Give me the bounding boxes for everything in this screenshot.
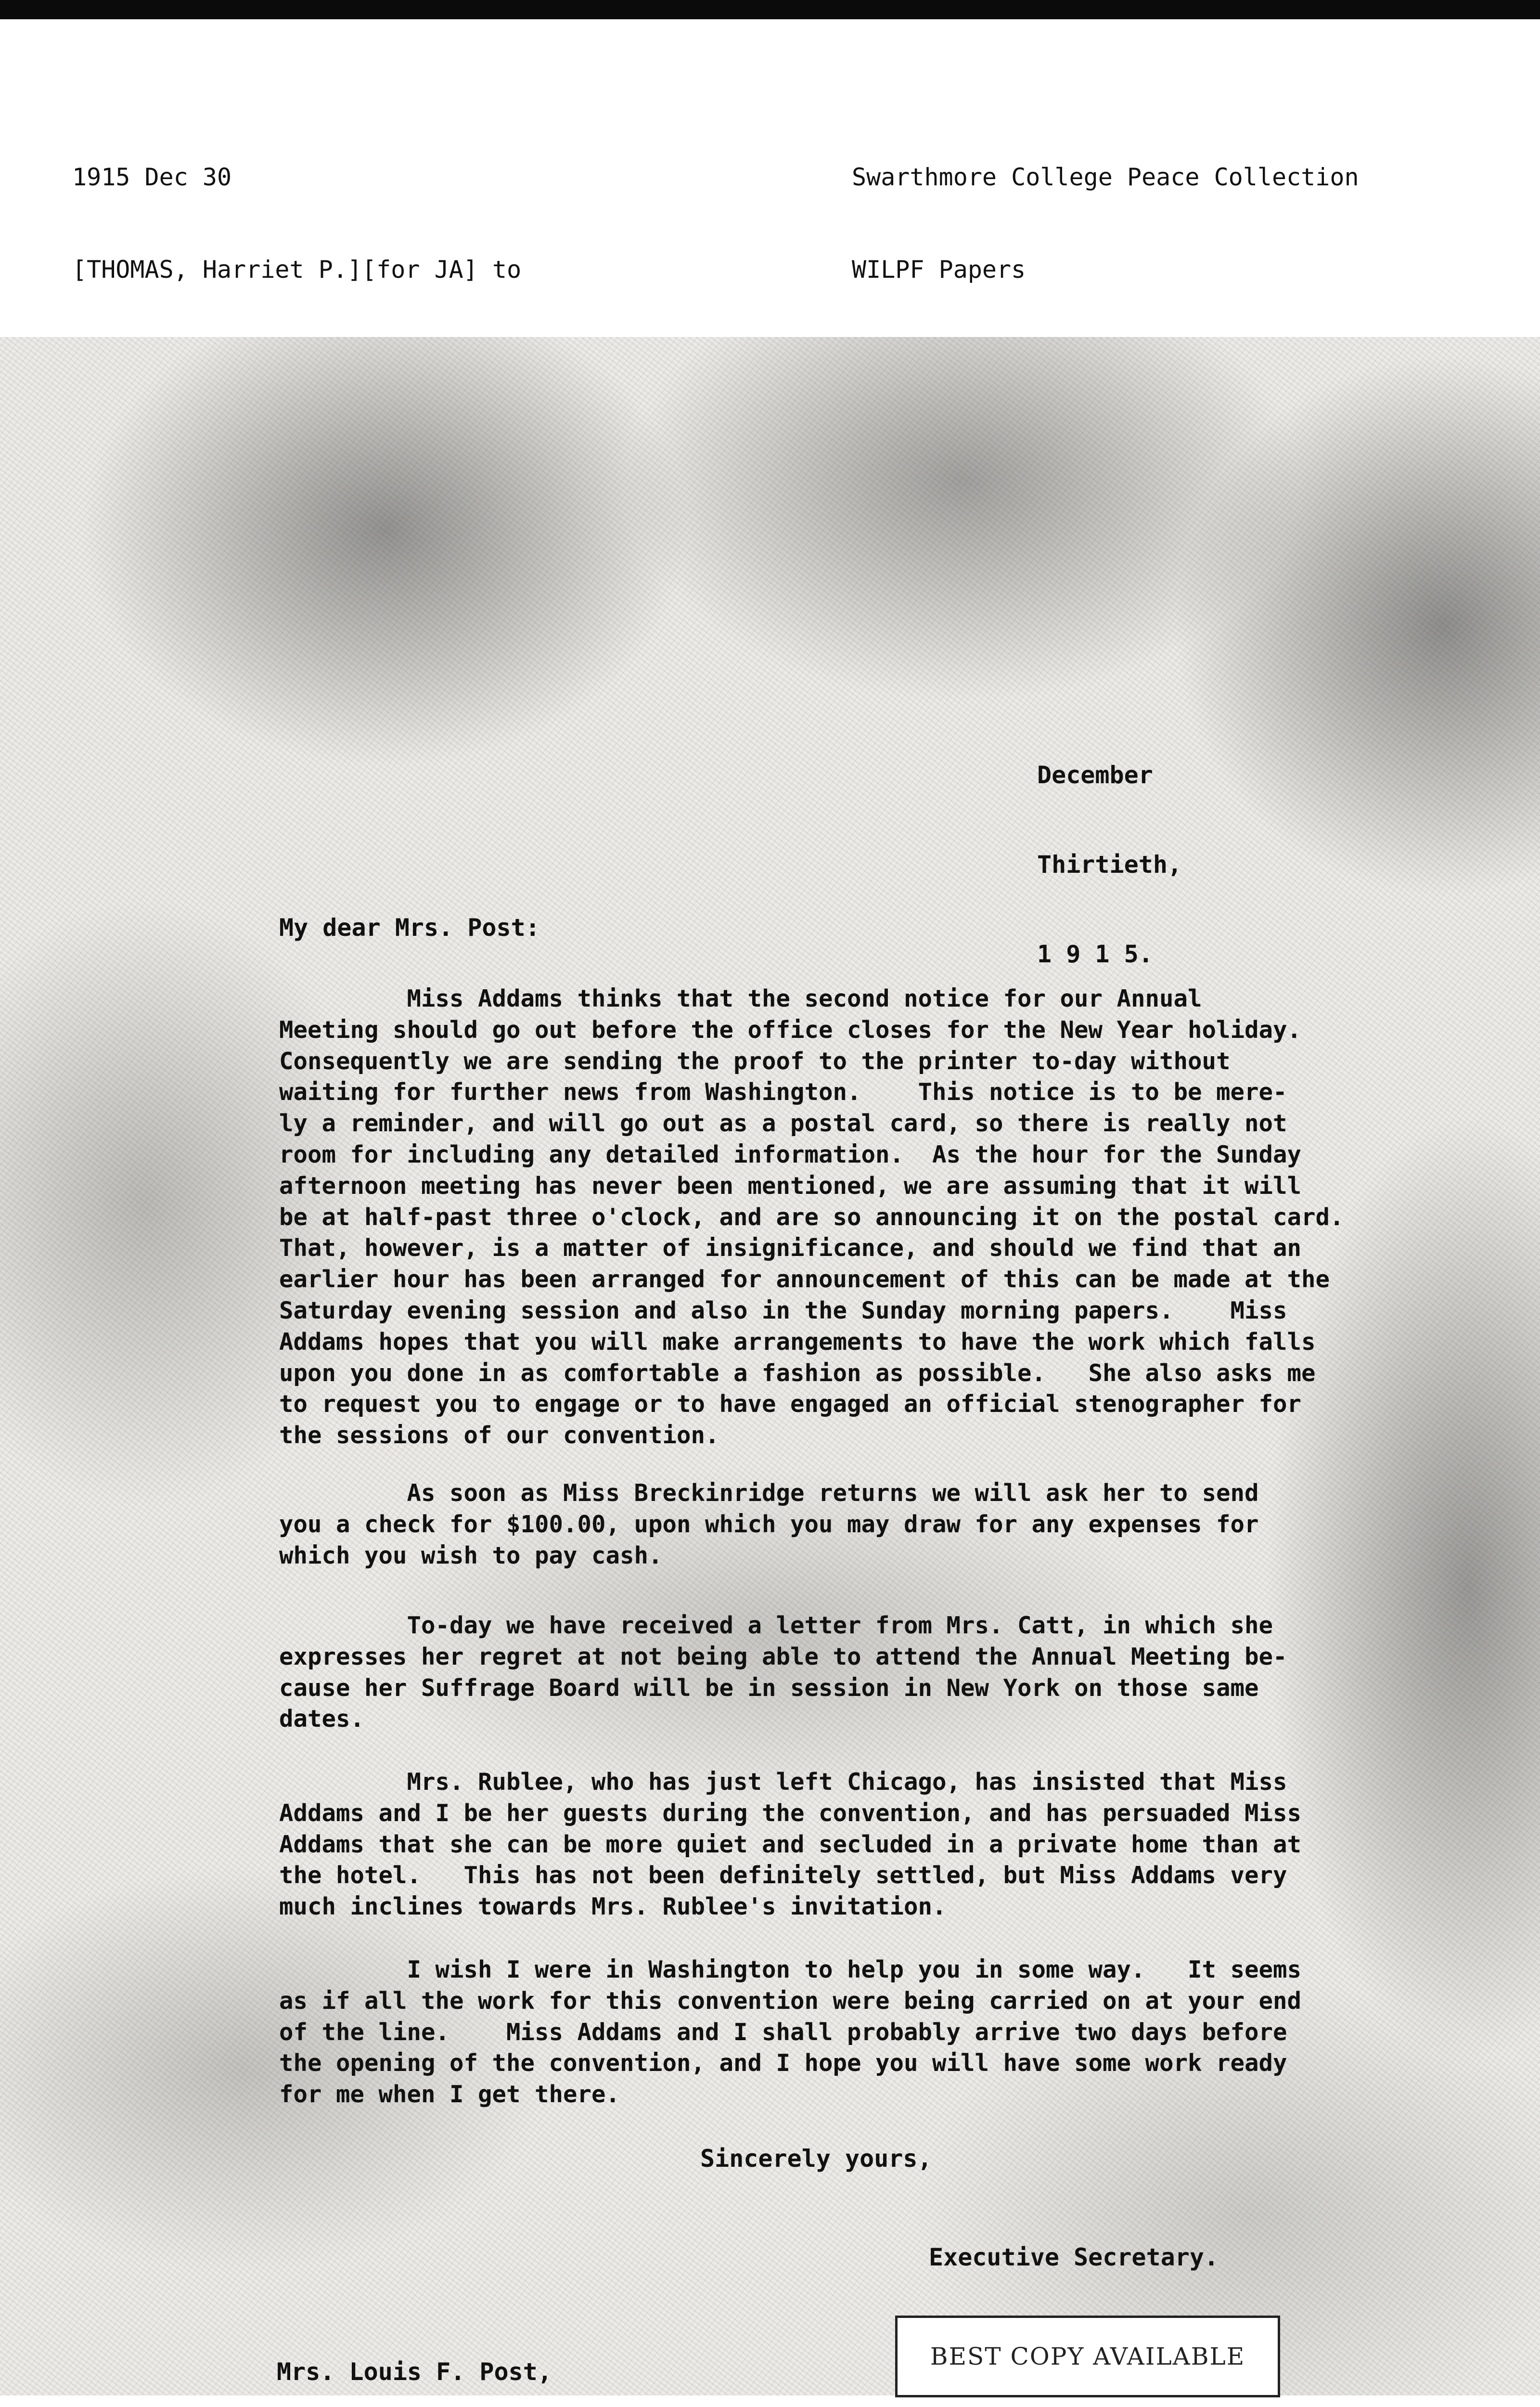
letter-date [1037, 700, 1182, 999]
text-line: to request you to engage or to have engaged an official stenographer for [279, 1390, 1302, 1418]
text-line: Addams that she can be more quiet and secluded in a private home than at [279, 1830, 1302, 1858]
paragraph-mrs-rublee [279, 1767, 1415, 1923]
text-line: be at half-past three o'clock, and are so announcing it on the postal card. [279, 1203, 1344, 1231]
paragraph-check [279, 1478, 1415, 1571]
text-line: as if all the work for this convention were being carried on at your end [279, 1987, 1302, 2015]
text-line: the sessions of our convention. [279, 1422, 719, 1449]
text-line: Saturday evening session and also in the Sunday morning papers. Miss [279, 1296, 1287, 1324]
text-line: for me when I get there. [279, 2081, 620, 2109]
text-line: Consequently we are sending the proof to the printer to-day without [279, 1047, 1231, 1075]
paragraph-washington [279, 1954, 1415, 2110]
text-line: Miss Addams thinks that the second notice for our Annual [279, 985, 1202, 1012]
text-line: Addams and I be her guests during the convention, and has persuaded Miss [279, 1799, 1302, 1827]
addressee-block [277, 2296, 566, 2407]
text-line: That, however, is a matter of insignificance, and should we find that an [279, 1234, 1302, 1262]
text-line: you a check for $100.00, upon which you may draw for any expenses for [279, 1510, 1259, 1538]
signature-title: Executive Secretary. [929, 2243, 1219, 2271]
text-line: much inclines towards Mrs. Rublee's invitation. [279, 1893, 947, 1921]
collection-line-2: WILPF Papers [852, 256, 1026, 284]
paragraph-mrs-catt [279, 1610, 1415, 1735]
date-line: 1 9 1 5. [1037, 940, 1153, 968]
scan-top-border [0, 0, 1540, 19]
text-line: I wish I were in Washington to help you in some way. It seems [279, 1956, 1302, 1983]
text-line: upon you done in as comfortable a fashion as possible. She also asks me [279, 1359, 1316, 1387]
text-line: expresses her regret at not being able to attend the Annual Meeting be- [279, 1643, 1287, 1670]
catalog-line-date: 1915 Dec 30 [72, 163, 232, 191]
addressee-line: Mrs. Louis F. Post, [277, 2358, 552, 2386]
text-line: room for including any detailed information. As the hour for the Sunday [279, 1140, 1302, 1168]
text-line: afternoon meeting has never been mentioned, we are assuming that it will [279, 1172, 1302, 1200]
date-line: December [1037, 761, 1153, 789]
closing: Sincerely yours, [700, 2145, 932, 2173]
date-line: Thirtieth, [1037, 851, 1182, 879]
text-line: Meeting should go out before the office closes for the New Year holiday. [279, 1016, 1302, 1044]
collection-line-1: Swarthmore College Peace Collection [852, 163, 1359, 191]
catalog-header [0, 19, 1540, 337]
text-line: Mrs. Rublee, who has just left Chicago, has insisted that Miss [279, 1768, 1287, 1796]
text-line: ly a reminder, and will go out as a postal card, so there is really not [279, 1110, 1287, 1138]
catalog-line-author: [THOMAS, Harriet P.][for JA] to [72, 256, 522, 284]
salutation: My dear Mrs. Post: [279, 914, 540, 942]
text-line: the hotel. This has not been definitely settled, but Miss Addams very [279, 1862, 1287, 1889]
text-line: which you wish to pay cash. [279, 1541, 663, 1569]
text-line: of the line. Miss Addams and I shall probably arrive two days before [279, 2018, 1287, 2046]
text-line: cause her Suffrage Board will be in session in New York on those same [279, 1674, 1259, 1702]
text-line: As soon as Miss Breckinridge returns we will ask her to send [279, 1479, 1259, 1507]
text-line: earlier hour has been arranged for announcement of this can be made at the [279, 1266, 1330, 1294]
best-copy-stamp: BEST COPY AVAILABLE [895, 2316, 1280, 2397]
text-line: dates. [279, 1705, 365, 1733]
text-line: the opening of the convention, and I hope you will have some work ready [279, 2049, 1287, 2077]
text-line: Addams hopes that you will make arrangements to have the work which falls [279, 1328, 1316, 1356]
paragraph-annual-meeting-notice [279, 984, 1415, 1451]
text-line: waiting for further news from Washington. This notice is to be mere- [279, 1078, 1287, 1106]
text-line: To-day we have received a letter from Mrs. Catt, in which she [279, 1612, 1273, 1639]
